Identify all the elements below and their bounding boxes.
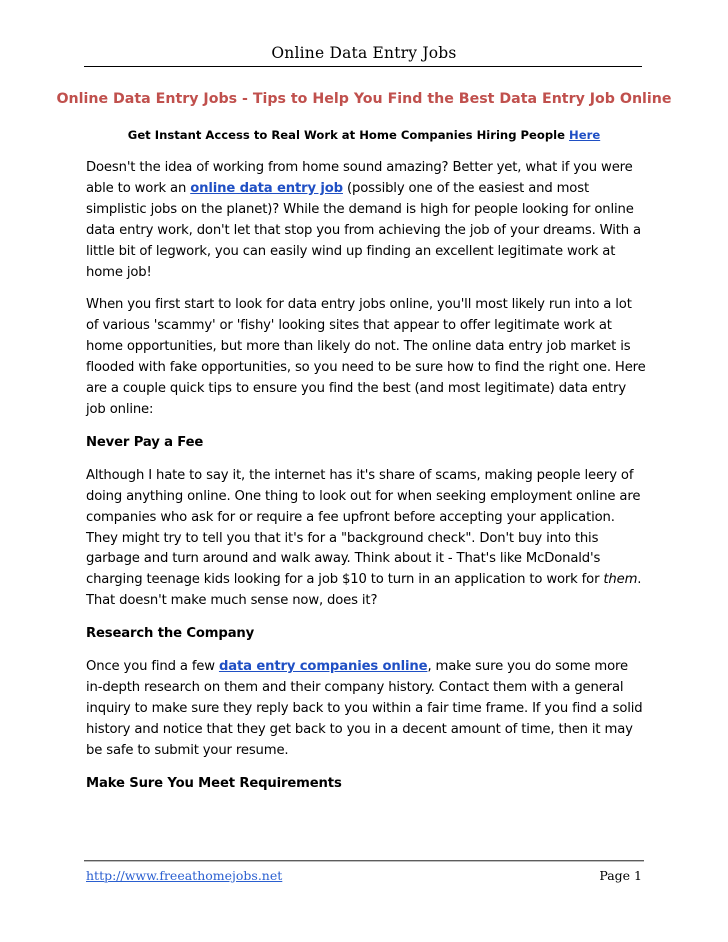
scams-paragraph: When you first start to look for data entry jobs online, you'll most likely run into a lot of various 'scammy' or 'fishy' looking sites that appear to offer legitimate work at home opportunities, but more than likely do not. The online data entry job market is flooded with fake opportunities, so you need to be sure how to find the right one. Here are a couple quick tips to ensure you find the best (and most legitimate) data entry job online: — [86, 297, 646, 417]
footer-url-link[interactable]: http://www.freeathomejobs.net — [86, 868, 283, 883]
fee-text-end: . That doesn't make much sense now, does it? — [86, 572, 642, 609]
research-paragraph — [86, 657, 646, 762]
data-entry-companies-link[interactable]: data entry companies online — [218, 659, 428, 675]
fee-paragraph — [86, 466, 646, 612]
article-body — [86, 158, 646, 806]
here-link[interactable]: Here — [569, 128, 601, 142]
section-heading-never-pay-fee: Never Pay a Fee — [86, 434, 204, 450]
sub-heading — [0, 128, 728, 142]
intro-paragraph — [86, 158, 646, 283]
document-header-title: Online Data Entry Jobs — [271, 44, 457, 62]
intro-text-start: Doesn't the idea of working from home sound amazing? Better yet, what if you were able to work an — [86, 160, 633, 196]
sub-heading-text: Get Instant Access to Real Work at Home Companies Hiring People — [127, 128, 565, 142]
page-number: Page 1 — [599, 868, 642, 883]
online-data-entry-job-link[interactable]: online data entry job — [190, 180, 343, 196]
header-divider — [84, 66, 642, 67]
section-heading-requirements: Make Sure You Meet Requirements — [86, 775, 342, 791]
research-text-start: Once you find a few — [86, 659, 219, 675]
main-heading: Online Data Entry Jobs - Tips to Help You Find the Best Data Entry Job Online — [56, 91, 672, 107]
intro-text-end: (possibly one of the easiest and most simplistic jobs on the planet)? While the demand is high for people looking for online data entry work, don't let that stop you from achieving the job of your dreams. With a little bit of legwork, you can easily wind up finding an excellent legitimate work at home job! — [86, 180, 641, 280]
fee-emphasis: them — [603, 572, 638, 588]
research-text-end: , make sure you do some more in-depth research on them and their company history. Contact them with a general inquiry to make sure they reply back to you within a fair time frame. If you find a solid history and notice that they get back to you in a decent amount of time, then it may be safe to submit your resume. — [86, 659, 643, 758]
section-heading-research-company: Research the Company — [86, 626, 255, 642]
fee-text-start: Although I hate to say it, the internet has it's share of scams, making people leery of doing anything online. One thing to look out for when seeking employment online are companies who ask for or require a fee upfront before accepting your application. They might try to tell you that it's for a "background check". Don't buy into this garbage and turn around and walk away. Think about it - That's like McDonald's charging teenage kids looking for a job $10 to turn in an application to work for — [86, 467, 641, 588]
footer-divider — [84, 860, 644, 861]
